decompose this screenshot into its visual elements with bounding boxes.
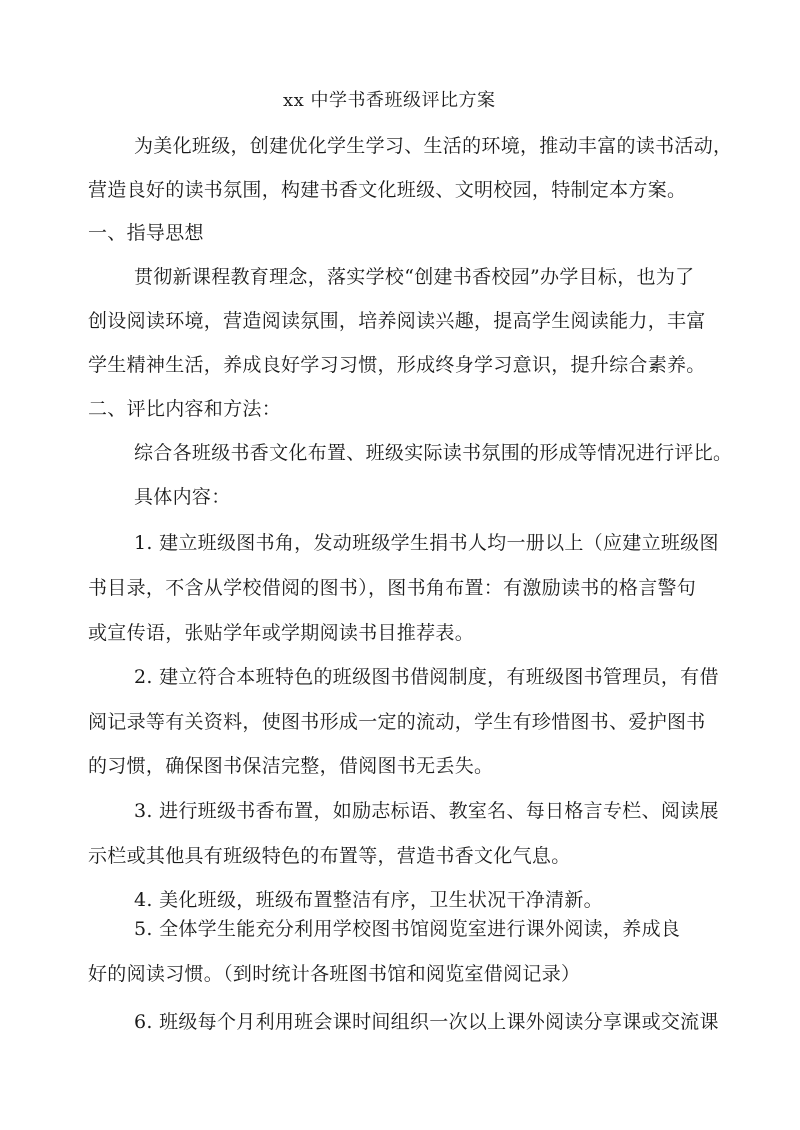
section1-line-3: 学生精神生活，养成良好学习习惯，形成终身学习意识，提升综合素养。 (88, 354, 706, 376)
item1-line-3: 或宣传语，张贴学年或学期阅读书目推荐表。 (88, 622, 475, 644)
item1-line-1: 1. 建立班级图书角，发动班级学生捐书人均一册以上（应建立班级图 (134, 532, 719, 554)
item3-line-2: 示栏或其他具有班级特色的布置等，营造书香文化气息。 (88, 845, 571, 867)
item1-line-2: 书目录，不含从学校借阅的图书），图书角布置：有激励读书的格言警句 (88, 577, 697, 599)
section2-summary: 综合各班级书香文化布置、班级实际读书氛围的形成等情况进行评比。 (134, 442, 733, 464)
section2-subheading: 具体内容： (134, 486, 231, 508)
item4-line-1: 4. 美化班级，班级布置整洁有序，卫生状况干净清新。 (134, 889, 603, 911)
item2-line-2: 阅记录等有关资料，使图书形成一定的流动，学生有珍惜图书、爱护图书 (88, 711, 706, 733)
intro-line-2: 营造良好的读书氛围，构建书香文化班级、文明校园，特制定本方案。 (88, 179, 687, 201)
section1-line-2: 创设阅读环境，营造阅读氛围，培养阅读兴趣，提高学生阅读能力，丰富 (88, 310, 706, 332)
document-title: xx 中学书香班级评比方案 (283, 90, 496, 111)
intro-line-1: 为美化班级，创建优化学生学习、生活的环境，推动丰富的读书活动， (134, 135, 733, 157)
item5-line-2: 好的阅读习惯。（到时统计各班图书馆和阅览室借阅记录） (88, 963, 581, 985)
item2-line-3: 的习惯，确保图书保洁完整，借阅图书无丢失。 (88, 755, 494, 777)
item2-line-1: 2. 建立符合本班特色的班级图书借阅制度，有班级图书管理员，有借 (134, 666, 719, 688)
section1-line-1: 贯彻新课程教育理念，落实学校“创建书香校园”办学目标，也为了 (134, 266, 695, 288)
section1-heading: 一、指导思想 (88, 222, 204, 244)
item3-line-1: 3. 进行班级书香布置，如励志标语、教室名、每日格言专栏、阅读展 (134, 800, 719, 822)
item5-line-1: 5. 全体学生能充分利用学校图书馆阅览室进行课外阅读，养成良 (134, 918, 681, 940)
item6-line-1: 6. 班级每个月利用班会课时间组织一次以上课外阅读分享课或交流课 (134, 1011, 719, 1033)
section2-heading: 二、评比内容和方法： (88, 398, 282, 420)
